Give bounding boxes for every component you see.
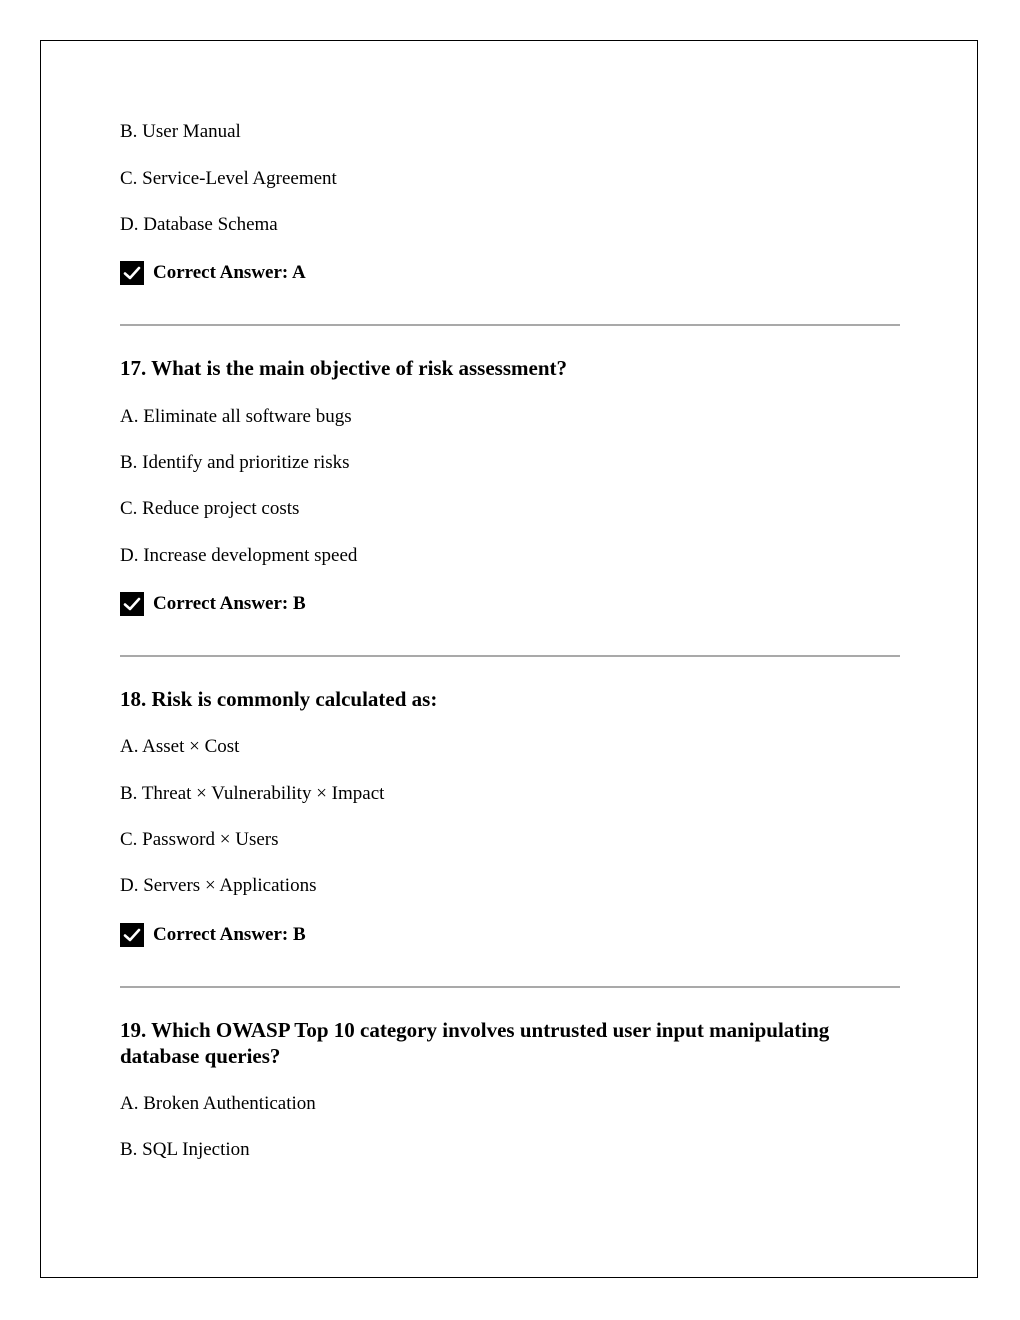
divider [120,655,900,657]
q18-option-a: A. Asset × Cost [120,736,240,757]
q17-correct-answer [120,592,306,616]
q16-correct-answer [120,261,306,285]
q16-option-d: D. Database Schema [120,214,278,235]
q18-question: 18. Risk is commonly calculated as: [120,687,438,711]
q17-option-d: D. Increase development speed [120,545,358,566]
q16-option-c: C. Service-Level Agreement [120,168,337,189]
q18-answer-label: Correct Answer: B [153,924,306,945]
q18-correct-answer [120,923,306,947]
q17-option-b: B. Identify and prioritize risks [120,452,350,473]
check-box-icon [120,261,144,285]
q16-answer-label: Correct Answer: A [153,262,306,283]
q17-question: 17. What is the main objective of risk assessment? [120,356,568,380]
q17-option-a: A. Eliminate all software bugs [120,406,352,427]
q17-answer-label: Correct Answer: B [153,593,306,614]
q18-option-b: B. Threat × Vulnerability × Impact [120,783,385,804]
check-box-icon [120,923,144,947]
q19-question: 19. Which OWASP Top 10 category involves untrusted user input manipulating database queries? [120,1018,830,1068]
check-box-icon [120,592,144,616]
q18-option-d: D. Servers × Applications [120,875,317,896]
q19-option-b: B. SQL Injection [120,1139,250,1160]
divider [120,986,900,988]
q18-option-c: C. Password × Users [120,829,279,850]
divider [120,324,900,326]
q16-option-b: B. User Manual [120,121,241,142]
q17-option-c: C. Reduce project costs [120,498,300,519]
q19-option-a: A. Broken Authentication [120,1093,316,1114]
